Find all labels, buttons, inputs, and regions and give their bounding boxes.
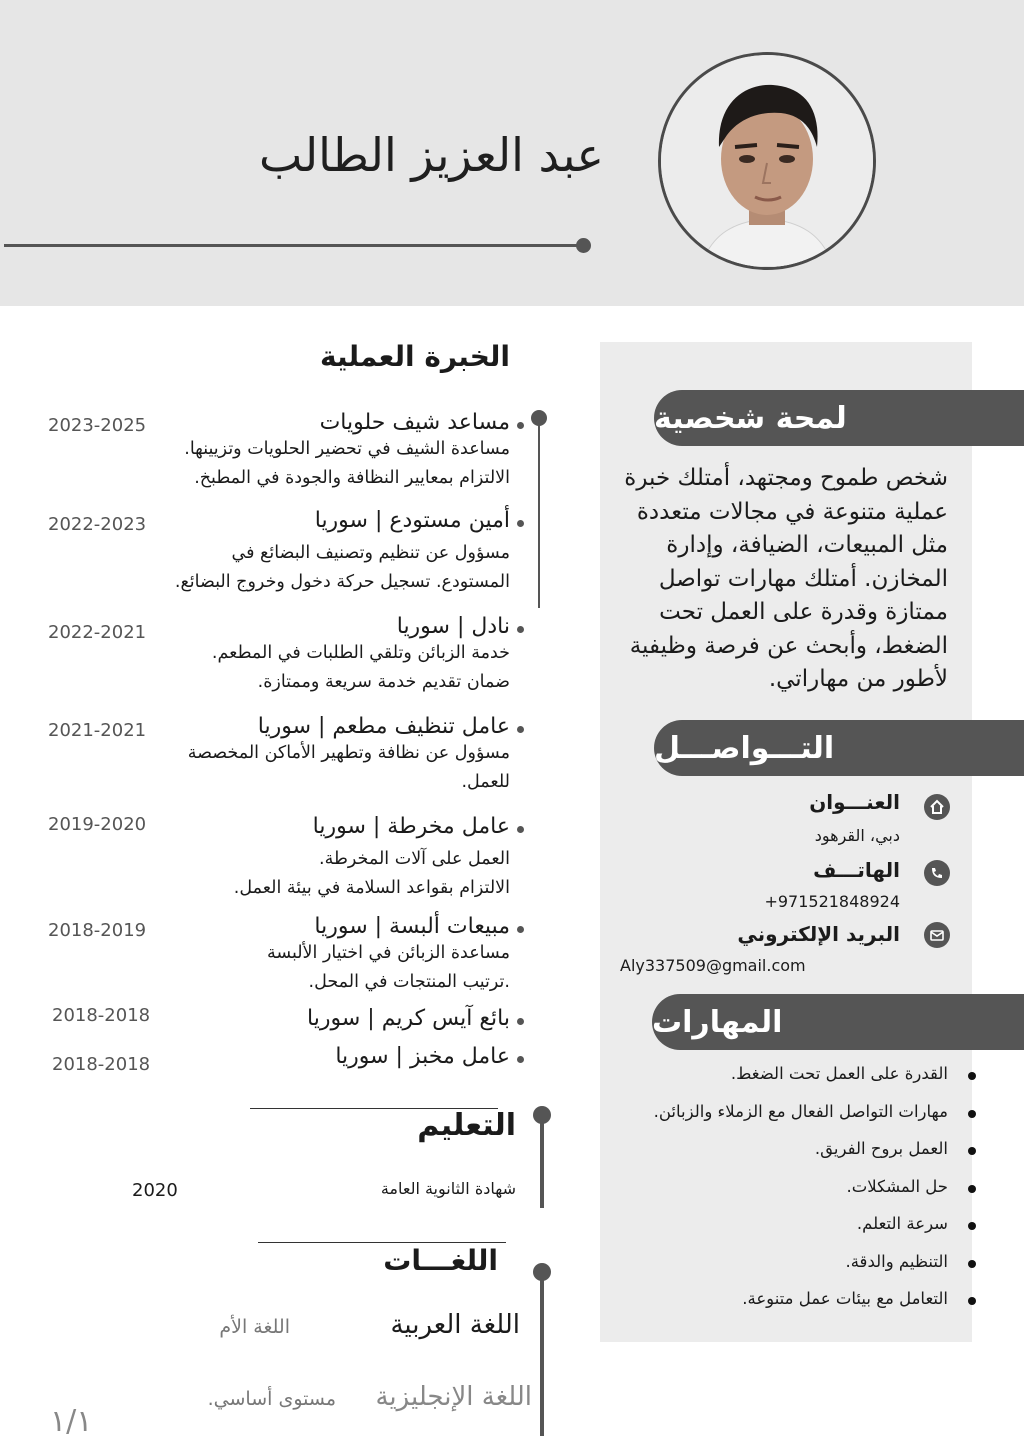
experience-section-title: الخبرة العملية	[320, 340, 510, 373]
list-item: القدرة على العمل تحت الضغط.	[588, 1064, 948, 1102]
skills-list	[588, 1064, 948, 1327]
candidate-name: عبد العزيز الطالب	[259, 128, 604, 182]
job-desc-line: مسؤول عن نظافة وتطهير الأماكن المخصصة	[187, 743, 510, 763]
job-entry	[175, 508, 510, 597]
language-level: اللغة الأم	[219, 1316, 290, 1338]
bullet-dot	[968, 1147, 976, 1155]
bullet-dot	[517, 626, 524, 633]
job-desc-line: مساعدة الشيف في تحضير الحلويات وتزيينها.	[184, 439, 510, 459]
email-value[interactable]: Aly337509@gmail.com	[620, 956, 806, 975]
profile-photo	[658, 52, 876, 270]
bullet-dot	[517, 1018, 524, 1025]
job-entry	[335, 1044, 510, 1069]
list-item: العمل بروح الفريق.	[588, 1139, 948, 1177]
language-name: اللغة العربية	[390, 1310, 520, 1340]
phone-label: الهاتـــف	[813, 858, 900, 882]
education-timeline-dot	[533, 1106, 551, 1124]
job-title: أمين مستودع | سوريا	[314, 508, 510, 533]
page-number: ١/١	[50, 1404, 93, 1439]
job-desc-line: مساعدة الزبائن في اختيار الألبسة	[266, 943, 510, 963]
job-date: 2018-2018	[52, 1054, 151, 1075]
address-value: دبي، القرهود	[814, 826, 900, 845]
profile-summary: شخص طموح ومجتهد، أمتلك خبرة عملية متنوعة في مجالات متعددة مثل المبيعات، الضيافة، وإدارة المخازن. أمتلك مهارات تواصل ممتازة وقدرة على العمل تحت الضغط، وأبحث عن فرصة وظيفية لأطور من مهاراتي.	[624, 465, 948, 692]
address-label: العنـــوان	[809, 790, 900, 814]
phone-icon	[924, 860, 950, 886]
job-date: 2018-2019	[48, 920, 147, 941]
languages-section-title: اللغـــات	[383, 1244, 498, 1277]
languages-timeline-line	[540, 1280, 544, 1436]
job-entry	[212, 614, 510, 697]
job-date: 2019-2020	[48, 814, 147, 835]
job-date: 2023-2025	[48, 415, 147, 436]
education-year: 2020	[132, 1180, 178, 1201]
list-item: مهارات التواصل الفعال مع الزملاء والزبائن.	[588, 1102, 948, 1140]
list-item: حل المشكلات.	[588, 1177, 948, 1215]
job-date: 2022-2021	[48, 622, 147, 643]
job-entry	[307, 1006, 510, 1031]
job-date: 2022-2023	[48, 514, 147, 535]
home-icon	[924, 794, 950, 820]
job-desc-line: ضمان تقديم خدمة سريعة وممتازة.	[257, 672, 510, 692]
bullet-dot	[517, 422, 524, 429]
languages-timeline-dot	[533, 1263, 551, 1281]
email-label: البريد الإلكتروني	[737, 922, 900, 946]
phone-value: +971521848924	[764, 892, 900, 911]
job-title: عامل تنظيف مطعم | سوريا	[257, 714, 510, 739]
job-desc-line: الالتزام بمعايير النظافة والجودة في المطبخ.	[194, 468, 510, 488]
skills-section-title: المهارات	[652, 994, 1024, 1050]
job-desc-line: المستودع. تسجيل حركة دخول وخروج البضائع.	[174, 572, 510, 592]
job-desc-line: خدمة الزبائن وتلقي الطلبات في المطعم.	[211, 643, 510, 663]
bullet-dot	[968, 1222, 976, 1230]
list-item: التعامل مع بيئات عمل متنوعة.	[588, 1289, 948, 1327]
bullet-dot	[517, 520, 524, 527]
job-desc-line: .ترتيب المنتجات في المحل.	[308, 972, 510, 992]
job-entry	[234, 814, 510, 903]
job-entry	[188, 714, 510, 797]
bullet-dot	[968, 1185, 976, 1193]
job-title: عامل مخرطة | سوريا	[312, 814, 510, 839]
bullet-dot	[968, 1110, 976, 1118]
bullet-dot	[517, 726, 524, 733]
timeline-dot	[531, 410, 547, 426]
language-name: اللغة الإنجليزية	[375, 1382, 532, 1412]
header-divider	[4, 244, 582, 247]
job-desc-line: مسؤول عن تنظيم وتصنيف البضائع في	[231, 543, 510, 563]
languages-rule	[258, 1242, 506, 1243]
bullet-dot	[517, 1056, 524, 1063]
bullet-dot	[968, 1072, 976, 1080]
job-entry	[267, 914, 510, 997]
job-desc-line: الالتزام بقواعد السلامة في بيئة العمل.	[233, 878, 510, 898]
header-divider-dot	[576, 238, 591, 253]
bullet-dot	[517, 826, 524, 833]
bullet-dot	[968, 1297, 976, 1305]
language-level: مستوى أساسي.	[207, 1388, 336, 1410]
job-title: نادل | سوريا	[396, 614, 510, 639]
job-title: مبيعات ألبسة | سوريا	[314, 914, 510, 939]
list-item: سرعة التعلم.	[588, 1214, 948, 1252]
timeline-line	[538, 424, 540, 608]
job-desc-line: العمل على آلات المخرطة.	[319, 849, 510, 869]
education-section-title: التعليم	[417, 1108, 516, 1143]
job-entry	[184, 410, 510, 493]
bullet-dot	[517, 926, 524, 933]
job-desc-line: للعمل.	[461, 772, 510, 792]
profile-section-title: لمحة شخصية	[654, 390, 1024, 446]
job-title: مساعد شيف حلويات	[319, 410, 510, 435]
job-title: عامل مخبز | سوريا	[335, 1044, 510, 1069]
list-item: التنظيم والدقة.	[588, 1252, 948, 1290]
job-title: بائع آيس كريم | سوريا	[307, 1006, 510, 1031]
mail-icon	[924, 922, 950, 948]
contact-section-title: التـــواصـــل	[654, 720, 1024, 776]
education-timeline-line	[540, 1122, 544, 1208]
job-date: 2018-2018	[52, 1005, 151, 1026]
bullet-dot	[968, 1260, 976, 1268]
education-certificate: شهادة الثانوية العامة	[380, 1179, 516, 1198]
job-date: 2021-2021	[48, 720, 147, 741]
